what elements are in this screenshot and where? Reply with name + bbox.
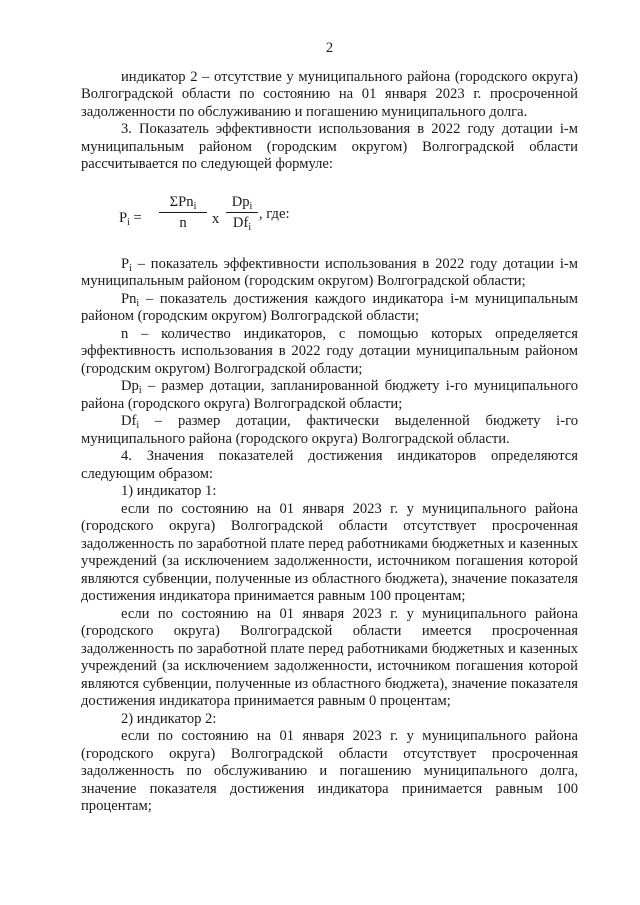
fraction-dotation-denominator: $Df_i$ (232, 215, 252, 233)
indicator-2-case-absent: если по состоянию на 01 января 2023 г. у муниципального района (городского округа) Волгоградской области отсутствует просроченная задолженность по обслуживанию и погашению муниципального долга, значение показателя достижения индикатора принимается равным 100 процентам; (81, 728, 578, 814)
indicator-1-case-present: если по состоянию на 01 января 2023 г. у муниципального района (городского округа) Волгоградской области имеется просроченная задолженность по заработной плате перед работниками бюджетных и казенных учреждений (за исключением задолженности, источником погашения которой являются субвенции, полученные из областного бюджета), значение показателя достижения индикатора принимается равным 0 процентам; (81, 605, 578, 709)
definition-n: n – количество индикаторов, с помощью которых определяется эффективность использования в 2022 году дотации муниципальным районом (городским округом) Волгоградской области; (81, 325, 578, 377)
efficiency-formula (81, 182, 578, 250)
paragraph-formula-intro: 3. Показатель эффективности использования в 2022 году дотации i-м муниципальным районом (городским округом) Волгоградской области рассчитывается по следующей формуле: (81, 121, 578, 172)
paragraph-section-4: 4. Значения показателей достижения индикаторов определяются следующим образом: (81, 448, 578, 482)
indicator-1-case-absent: если по состоянию на 01 января 2023 г. у муниципального района (городского округа) Волгоградской области отсутствует просроченная задолженность по заработной плате перед работниками бюджетных и казенных учреждений (за исключением задолженности, источником погашения которой являются субвенции, полученные из областного бюджета), значение показателя достижения индикатора принимается равным 100 процентам; (81, 500, 578, 604)
definition-pni: $Pn_i$ – показатель достижения каждого индикатора i-м муниципальным районом (городским округом) Волгоградской области; (81, 290, 578, 324)
definition-dpi: $Dp_i$ – размер дотации, запланированной бюджету i-го муниципального района (городского округа) Волгоградской области; (81, 378, 578, 412)
formula-fraction-sum (159, 194, 207, 233)
indicator-2-title: 2) индикатор 2: (121, 710, 217, 727)
formula-lhs: $P_i$ = (119, 209, 142, 228)
page-number: 2 (325, 40, 334, 56)
document-page (81, 40, 578, 816)
definition-dfi: $Df_i$ – размер дотации, фактически выделенной бюджету i-го муниципального района (городского округа) Волгоградской области. (81, 413, 578, 447)
indicator-1-title: 1) индикатор 1: (121, 483, 217, 499)
fraction-sum-numerator: ΣPn$_i$ (159, 194, 207, 214)
formula-tail: , где: (259, 205, 290, 222)
definition-pi: $P_i$ – показатель эффективности использования в 2022 году дотации i-м муниципальным районом (городским округом) Волгоградской области; (81, 255, 578, 289)
paragraph-indicator-2-definition: индикатор 2 – отсутствие у муниципального района (городского округа) Волгоградской области по состоянию на 01 января 2023 г. просроченной задолженности по обслуживанию и погашению муниципального долга. (81, 68, 578, 120)
fraction-dotation-numerator: $Dp_i$ (226, 194, 258, 214)
fraction-sum-denominator: n (179, 215, 187, 231)
formula-fraction-dotation (226, 194, 258, 233)
formula-times: x (212, 210, 220, 227)
